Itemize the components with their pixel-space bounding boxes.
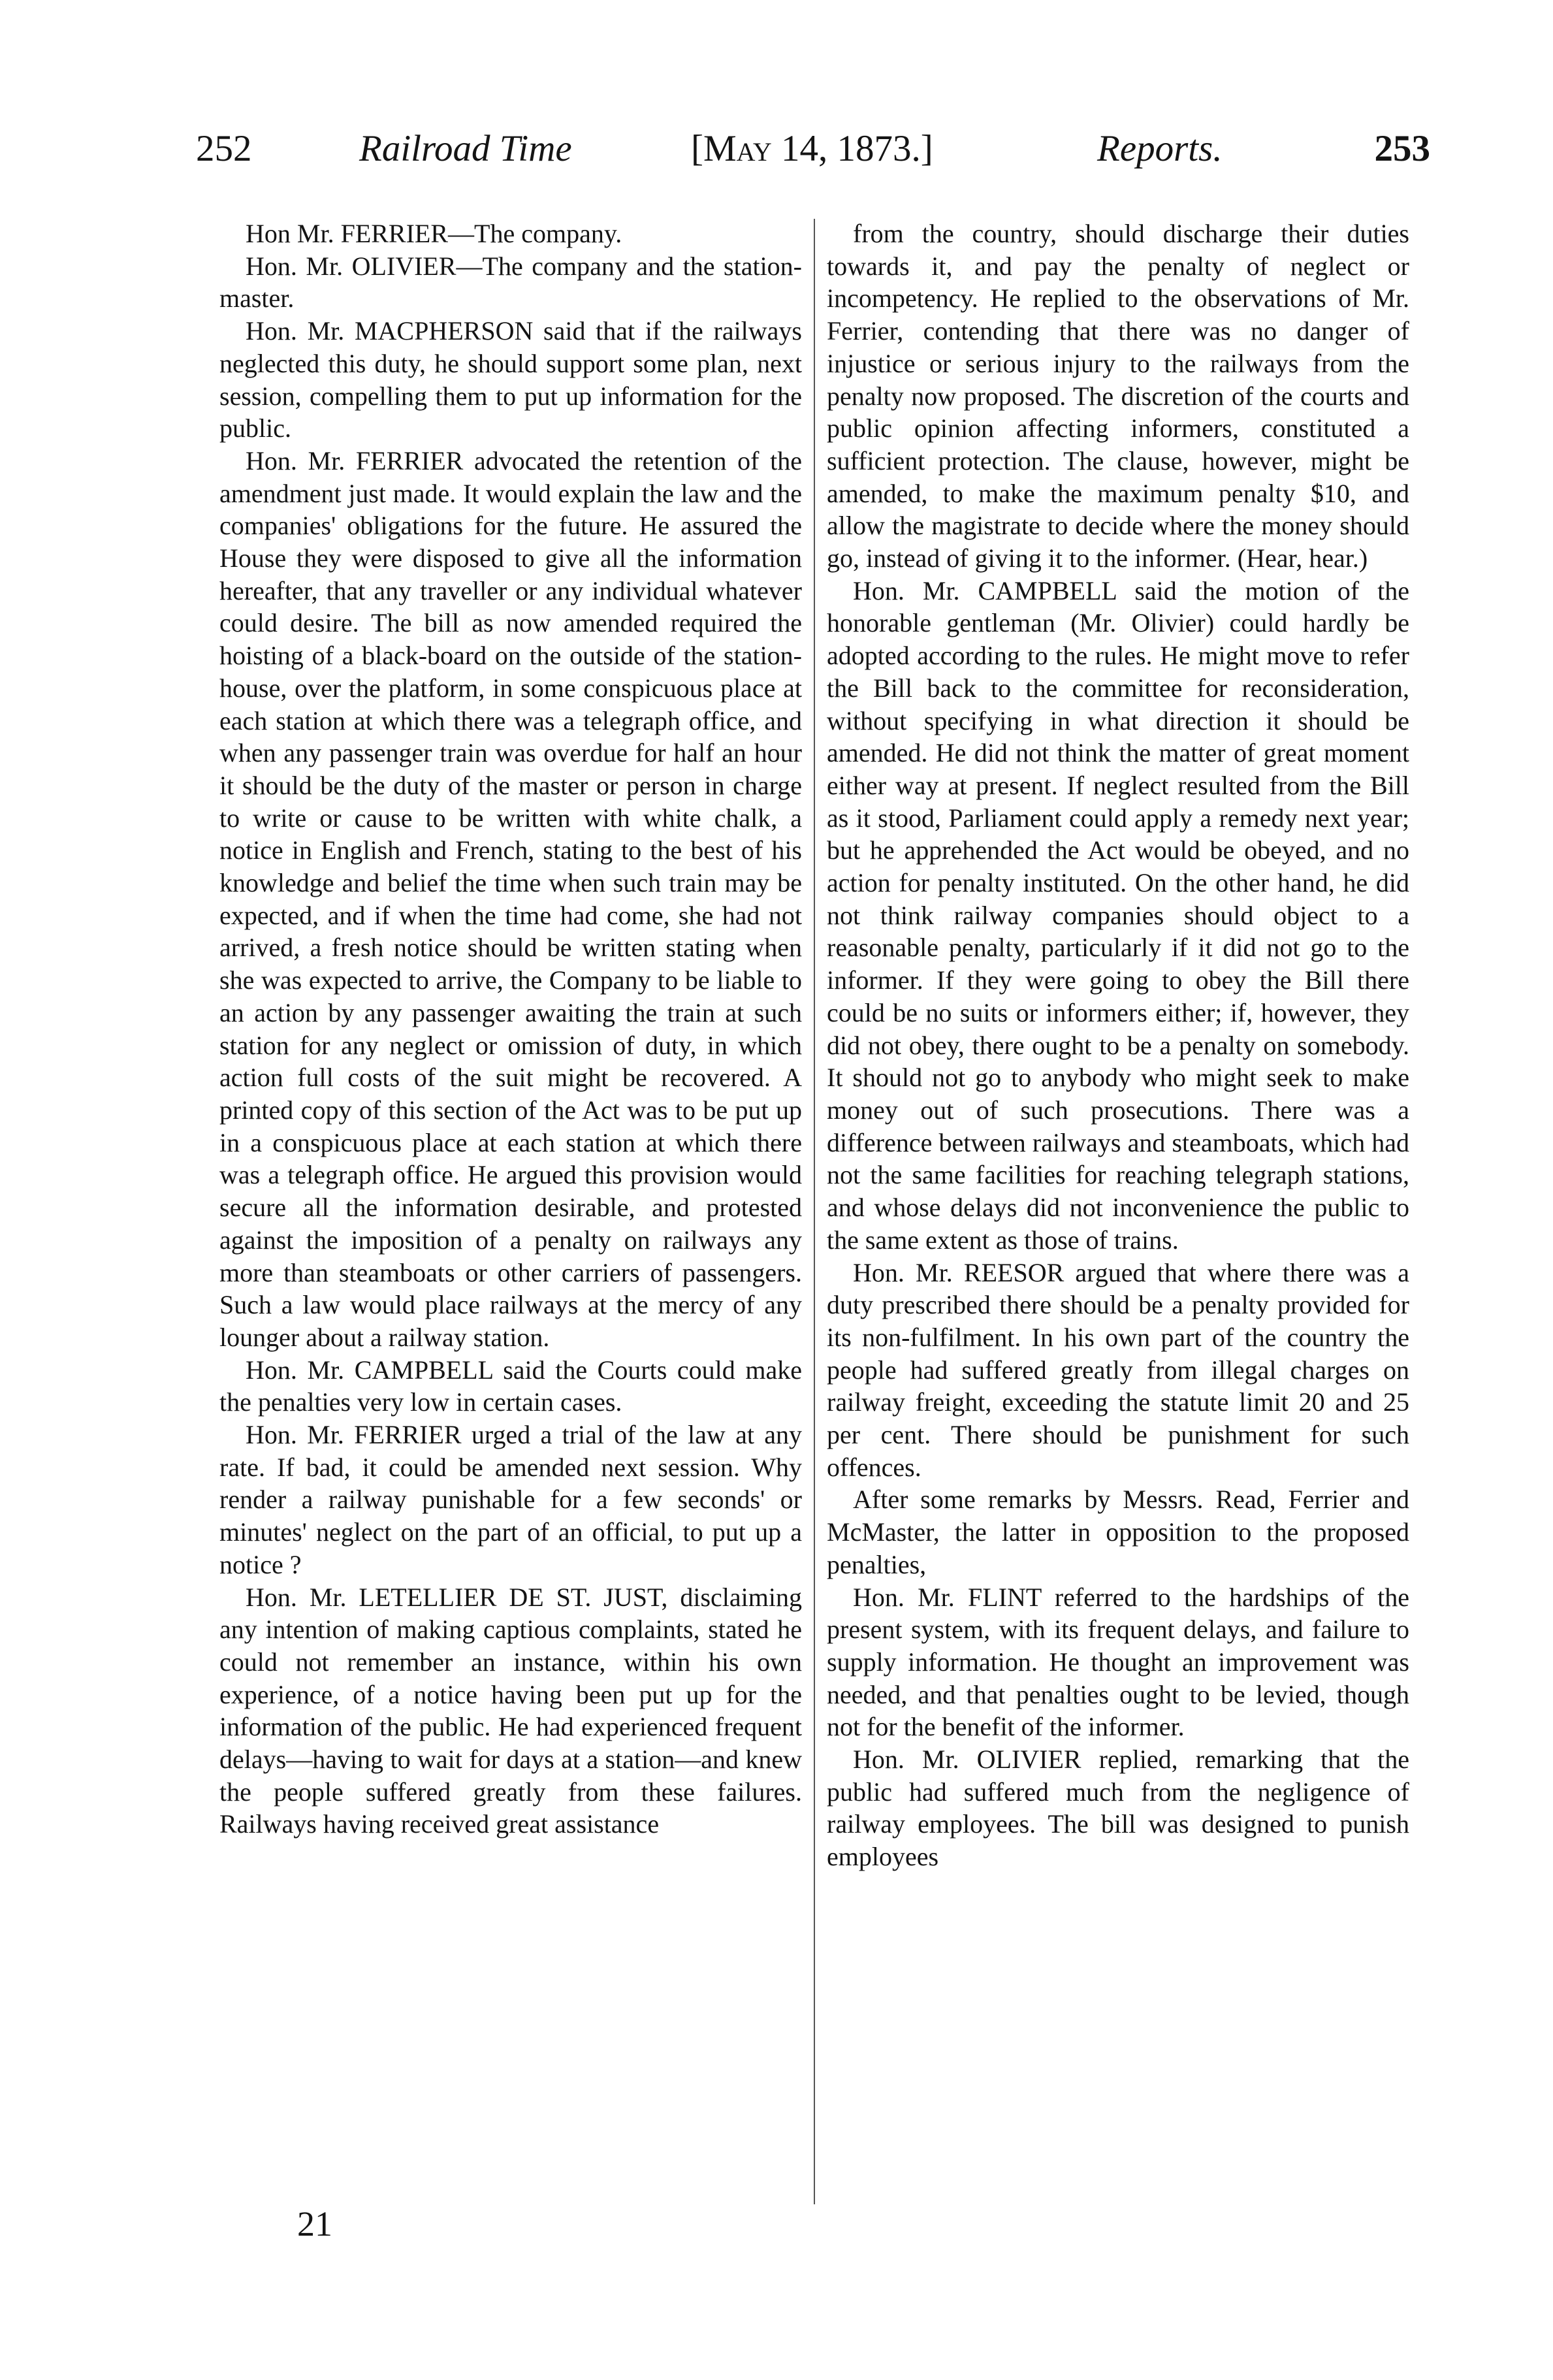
- paragraph: Hon Mr. FERRIER—The company.: [246, 219, 622, 248]
- page-number-left: 252: [196, 128, 252, 169]
- paragraph: from the country, should discharge their duties towards it, and pay the penalty of neglect or incompetency. He replied to the observations of Mr. Ferrier, contending that there was no danger of injustice or serious injury to the railways from the penalty now proposed. The discretion of the courts and public opinion affecting informers, constituted a sufficient protection. The clause, however, might be amended, to make the maximum penalty $10, and allow the magistrate to decide where the money should go, instead of giving it to the informer. (Hear, hear.): [827, 219, 1409, 573]
- paragraph: Hon. Mr. MACPHERSON said that if the railways neglected this duty, he should support some plan, next session, compelling them to put up information for the public.: [219, 316, 802, 443]
- paragraph: Hon. Mr. OLIVIER—The company and the station-master.: [219, 251, 802, 314]
- header-date: [May 14, 1873.]: [691, 128, 933, 169]
- running-header: [196, 123, 1430, 182]
- header-title: Reports.: [1097, 128, 1223, 169]
- paragraph: Hon. Mr. CAMPBELL said the Courts could make the penalties very low in certain cases.: [219, 1355, 802, 1417]
- paragraph: Hon. Mr. CAMPBELL said the motion of the honorable gentleman (Mr. Olivier) could hardly be adopted according to the rules. He might move to refer the Bill back to the committee for reconsideration, without specifying in what direction it should be amended. He did not think the matter of great moment either way at present. If neglect resulted from the Bill as it stood, Parliament could apply a remedy next year; but he apprehended the Act would be obeyed, and no action for penalty instituted. On the other hand, he did not think railway companies should object to a reasonable penalty, particularly if it did not go to the informer. If they were going to obey the Bill there could be no suits or informers either; if, however, they did not obey, there ought to be a penalty on somebody. It should not go to anybody who might seek to make money out of such prosecutions. There was a difference between railways and steamboats, which had not the same facilities for reaching telegraph stations, and whose delays did not inconvenience the public to the same extent as those of trains.: [827, 575, 1409, 1255]
- paragraph: Hon. Mr. FERRIER advocated the retention of the amendment just made. It would explain the law and the companies' obligations for the future. He assured the House they were disposed to give all the information hereafter, that any traveller or any individual whatever could desire. The bill as now amended required the hoisting of a black-board on the outside of the station-house, over the platform, in some conspicuous place at each station at which there was a telegraph office, and when any passenger train was overdue for half an hour it should be the duty of the master or person in charge to write or cause to be written with white chalk, a notice in English and French, stating to the best of his knowledge and belief the time when such train may be expected, and if when the time had come, she had not arrived, a fresh notice should be written stating when she was expected to arrive, the Company to be liable to an action by any passenger awaiting the train at such station for any neglect or omission of duty, in which action full costs of the suit might be recovered. A printed copy of this section of the Act was to be put up in a conspicuous place at each station at which there was a telegraph office. He argued this provision would secure all the information desirable, and protested against the imposition of a penalty on railways any more than steamboats or other carriers of passengers. Such a law would place railways at the mercy of any lounger about a railway station.: [219, 445, 802, 1352]
- paragraph: Hon. Mr. LETELLIER DE ST. JUST, disclaiming any intention of making captious complaints, stated he could not remember an instance, within his own experience, of a notice having been put up for the information of the public. He had experienced frequent delays—having to wait for days at a station—and knew the people suffered greatly from these failures. Railways having received great assistance: [219, 1582, 802, 1839]
- left-column: [219, 217, 802, 1841]
- right-column: [827, 217, 1409, 1873]
- paragraph: Hon. Mr. FERRIER urged a trial of the law at any rate. If bad, it could be amended next session. Why render a railway punishable for a few seconds' or minutes' neglect on the part of an official, to put up a notice ?: [219, 1420, 802, 1579]
- column-divider: [814, 219, 815, 2204]
- signature-mark: 21: [297, 2204, 332, 2243]
- section-title: Railroad Time: [359, 128, 572, 169]
- paragraph: Hon. Mr. FLINT referred to the hardships of the present system, with its frequent delays, and failure to supply information. He thought an improvement was needed, and that penalties ought to be levied, though not for the benefit of the informer.: [827, 1582, 1409, 1742]
- paragraph: Hon. Mr. OLIVIER replied, remarking that the public had suffered much from the negligence of railway employees. The bill was designed to punish employees: [827, 1745, 1409, 1872]
- paragraph: After some remarks by Messrs. Read, Ferrier and McMaster, the latter in opposition to the proposed penalties,: [827, 1485, 1409, 1579]
- page-number-right: 253: [1374, 128, 1430, 169]
- paragraph: Hon. Mr. REESOR argued that where there was a duty prescribed there should be a penalty provided for its non-fulfilment. In his own part of the country the people had suffered greatly from illegal charges on railway freight, exceeding the statute limit 20 and 25 per cent. There should be punishment for such offences.: [827, 1257, 1409, 1482]
